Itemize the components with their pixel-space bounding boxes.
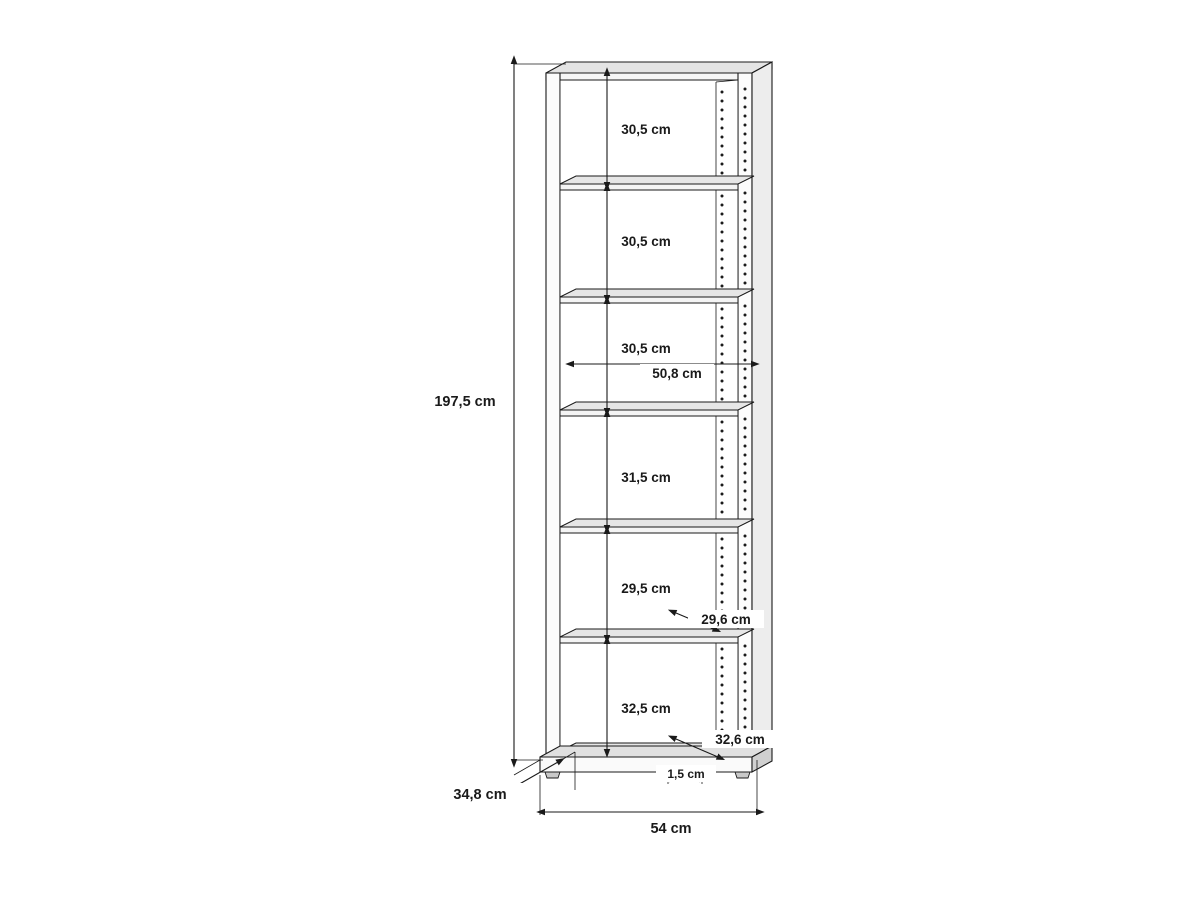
shelf-1 [560,176,754,190]
label-depth-lower: 32,6 cm [715,732,765,747]
label-compartment-6: 32,5 cm [621,701,671,716]
label-compartment-4: 31,5 cm [621,470,671,485]
label-depth-upper: 29,6 cm [701,612,751,627]
label-compartment-3: 30,5 cm [621,341,671,356]
label-compartment-1: 30,5 cm [621,122,671,137]
label-total-depth: 34,8 cm [453,787,507,803]
cabinet-body [540,62,772,778]
shelf-2 [560,289,754,303]
label-compartment-5: 29,5 cm [621,581,671,596]
label-compartment-2: 30,5 cm [621,234,671,249]
shelf-5 [560,629,754,643]
label-total-width: 54 cm [650,821,692,837]
label-inner-width: 50,8 cm [652,366,702,381]
shelf-3 [560,402,754,416]
label-panel-thickness: 1,5 cm [667,767,705,781]
label-total-height: 197,5 cm [434,394,496,410]
right-side-panel-depth [752,62,772,757]
shelf-4 [560,519,754,533]
left-side-panel [546,73,560,757]
